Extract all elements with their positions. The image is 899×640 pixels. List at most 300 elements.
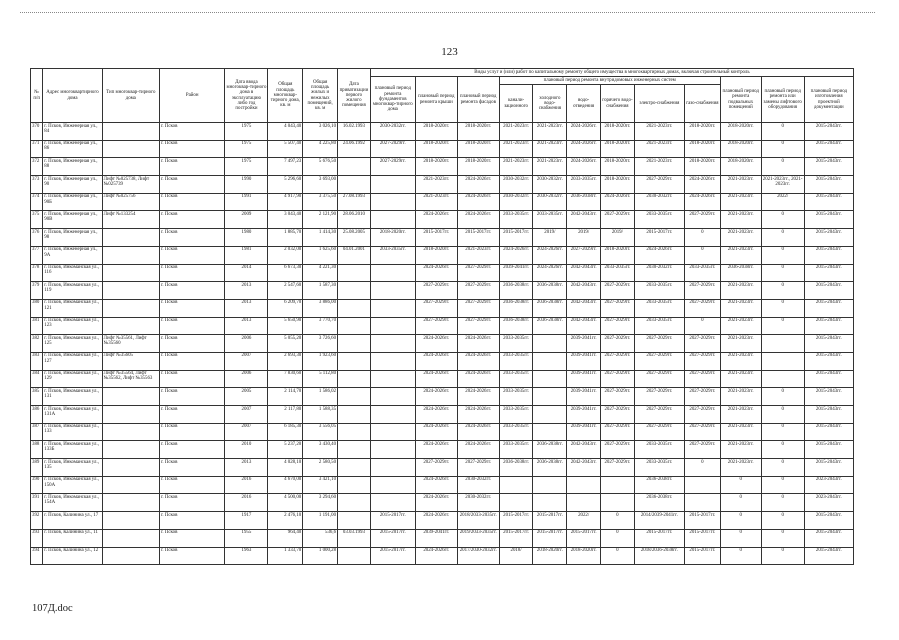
- table-cell: [102, 512, 159, 530]
- table-row: [31, 140, 854, 158]
- table-cell: г. Псков, Инженерная ул., 86: [43, 140, 102, 158]
- table-cell: 2033-2035гг.: [634, 317, 684, 335]
- table-cell: 382: [31, 335, 43, 353]
- table-cell: г. Псков, Инкоманская ул., 135: [43, 459, 102, 477]
- table-cell: [102, 441, 159, 459]
- table-cell: [370, 494, 415, 512]
- header-hot-water: горячего водо-снабжения: [601, 85, 635, 123]
- header-privatization: Дата приватизации первого жилого помещения: [338, 69, 371, 123]
- table-cell: [567, 494, 601, 512]
- table-cell: 376: [31, 229, 43, 247]
- table-cell: 3 770,70: [303, 317, 338, 335]
- table-row: [31, 388, 854, 406]
- table-cell: [338, 299, 371, 317]
- table-cell: 2023-2043гг.: [804, 476, 853, 494]
- table-cell: 2015-2043гг.: [804, 299, 853, 317]
- table-cell: 2027-2029гг.: [370, 140, 415, 158]
- table-cell: 2015-2017гг.: [634, 229, 684, 247]
- table-cell: [338, 406, 371, 424]
- table-cell: 392: [31, 512, 43, 530]
- table-cell: 2018-2020гг.: [415, 140, 457, 158]
- table-cell: 2024-2026гг.: [567, 140, 601, 158]
- table-cell: 2027-2029гг.: [634, 335, 684, 353]
- table-cell: 2015-2043гг.: [804, 211, 853, 229]
- table-cell: 1 885,70: [268, 229, 303, 247]
- table-cell: 0: [601, 512, 635, 530]
- header-gas: газо-снабжения: [684, 85, 720, 123]
- table-cell: 2015-2017гг.: [370, 529, 415, 547]
- table-cell: г. Псков: [159, 158, 225, 176]
- header-elevator: плановый период ремонта или замены лифтового оборудования: [761, 77, 804, 123]
- table-cell: [567, 476, 601, 494]
- table-cell: 2024-2026гг.: [415, 406, 457, 424]
- table-cell: 5 112,80: [303, 370, 338, 388]
- table-cell: 2030-2032гг.: [457, 476, 499, 494]
- table-cell: 2033-2035гг.: [499, 335, 533, 353]
- table-cell: 2039-2041гг.: [415, 529, 457, 547]
- table-cell: 2039-2041гг.: [567, 388, 601, 406]
- table-cell: 2015-2017гг.: [684, 529, 720, 547]
- table-cell: 2036-2038гг.: [533, 441, 567, 459]
- table-cell: 1 333,70: [268, 547, 303, 565]
- table-cell: г. Псков: [159, 388, 225, 406]
- table-cell: 2036-2038гг.: [499, 282, 533, 300]
- table-cell: 2024-2026гг.: [533, 264, 567, 282]
- table-cell: г. Псков: [159, 512, 225, 530]
- table-cell: [370, 388, 415, 406]
- table-cell: 2033-2035гг.: [533, 211, 567, 229]
- table-cell: 2024-2026гг.: [634, 246, 684, 264]
- table-cell: 5 650,90: [268, 317, 303, 335]
- table-cell: [102, 299, 159, 317]
- header-no: № п/п: [31, 69, 43, 123]
- table-cell: 2027-2029гг.: [684, 299, 720, 317]
- table-cell: 2027-2029гг.: [457, 459, 499, 477]
- table-cell: г. Псков, Инкоманская ул., 119: [43, 282, 102, 300]
- table-cell: 2033-2035гг.: [634, 211, 684, 229]
- table-cell: 2018-2020гг.: [720, 123, 761, 141]
- table-cell: 0: [761, 140, 804, 158]
- table-cell: 2024-2026гг.: [415, 547, 457, 565]
- table-cell: 2024-2026гг.: [415, 441, 457, 459]
- table-cell: 2024-2026гг.: [457, 193, 499, 211]
- table-row: [31, 406, 854, 424]
- table-cell: 1981: [225, 246, 268, 264]
- table-cell: 2033-2035гг.: [567, 176, 601, 194]
- table-cell: 2024-2026гг.: [457, 370, 499, 388]
- table-cell: 0: [761, 406, 804, 424]
- table-cell: 1 000,28: [303, 547, 338, 565]
- table-cell: [102, 406, 159, 424]
- table-cell: 2024-2026гг.: [457, 211, 499, 229]
- table-cell: 2021-2023гг.: [720, 317, 761, 335]
- table-cell: 2024-2026гг.: [457, 176, 499, 194]
- table-cell: [684, 494, 720, 512]
- table-cell: 2024-2026гг.: [457, 352, 499, 370]
- table-cell: 4 225,80: [303, 140, 338, 158]
- table-cell: г. Псков, Инкоманская ул., 133Б: [43, 441, 102, 459]
- table-cell: 2017/2030-2032гг.: [457, 547, 499, 565]
- table-cell: 4 221,30: [303, 264, 338, 282]
- table-cell: [601, 494, 635, 512]
- table-cell: 5 676,50: [303, 158, 338, 176]
- table-cell: 2018-2020гг.: [684, 140, 720, 158]
- table-cell: 2027-2029гг.: [601, 423, 635, 441]
- table-cell: 2018-2020гг.: [370, 229, 415, 247]
- table-cell: 2021-2023гг.: [533, 123, 567, 141]
- table-cell: 2015-2017гг.: [370, 512, 415, 530]
- table-cell: [761, 370, 804, 388]
- table-cell: г. Псков, Калинина ул., 17: [43, 512, 102, 530]
- table-cell: 16.02.1993: [338, 123, 371, 141]
- table-cell: [338, 176, 371, 194]
- table-cell: 2027-2029гг.: [634, 176, 684, 194]
- table-cell: [761, 335, 804, 353]
- header-address: Адрес многоквартирного дома: [43, 69, 102, 123]
- table-cell: 385: [31, 388, 43, 406]
- table-cell: 2021-2023гг.: [720, 335, 761, 353]
- table-row: [31, 123, 854, 141]
- table-cell: 2036-2038гг.: [533, 282, 567, 300]
- table-cell: 2027-2029гг.: [457, 317, 499, 335]
- table-cell: [338, 459, 371, 477]
- table-cell: г. Псков: [159, 176, 225, 194]
- table-cell: 2036-2038гг.: [567, 193, 601, 211]
- table-cell: 2015-2043гг.: [804, 423, 853, 441]
- table-cell: [338, 282, 371, 300]
- table-cell: 2015-2043гг.: [804, 158, 853, 176]
- table-cell: 2033-2035гг.: [499, 423, 533, 441]
- table-cell: 394: [31, 547, 43, 565]
- table-cell: 03.03.1993: [338, 529, 371, 547]
- table-cell: 2015-2017гг.: [634, 529, 684, 547]
- table-cell: 0: [684, 317, 720, 335]
- table-row: [31, 193, 854, 211]
- table-cell: 2013: [225, 459, 268, 477]
- table-cell: 387: [31, 423, 43, 441]
- table-cell: [102, 459, 159, 477]
- table-cell: 2021-2023гг.: [499, 123, 533, 141]
- table-cell: 0: [761, 246, 804, 264]
- header-foundation: плановый период ремонта фундаментов многоквар-тирного дома: [370, 77, 415, 123]
- table-cell: 2024-2026гг.: [457, 441, 499, 459]
- table-cell: 2027-2029гг.: [684, 388, 720, 406]
- table-cell: 2021-2023гг.: [720, 282, 761, 300]
- table-cell: 0: [761, 476, 804, 494]
- table-row: [31, 229, 854, 247]
- table-cell: 2015-2043гг.: [804, 123, 853, 141]
- header-sewer: канали-зационного: [499, 85, 533, 123]
- table-cell: 3 886,00: [303, 299, 338, 317]
- table-cell: 2024-2026гг.: [415, 264, 457, 282]
- table-cell: 2015-2043гг.: [804, 459, 853, 477]
- table-cell: 2033-2035гг.: [499, 388, 533, 406]
- table-cell: 2013: [225, 317, 268, 335]
- table-cell: 2033-2035гг.: [499, 441, 533, 459]
- table-cell: 2021-2023гг.: [634, 123, 684, 141]
- table-cell: 0: [761, 512, 804, 530]
- table-cell: 2027-2029гг.: [601, 211, 635, 229]
- table-cell: 2027-2029гг.: [601, 370, 635, 388]
- table-cell: [370, 299, 415, 317]
- table-row: [31, 441, 854, 459]
- table-cell: [370, 441, 415, 459]
- table-cell: 2021-2023гг.: [499, 140, 533, 158]
- table-cell: 0: [720, 494, 761, 512]
- table-row: [31, 352, 854, 370]
- table-cell: 5 296,60: [268, 176, 303, 194]
- header-basement: плановый период ремонта подвальных помещений: [720, 77, 761, 123]
- table-cell: 1 625,60: [303, 246, 338, 264]
- table-cell: 2 547,60: [268, 282, 303, 300]
- table-cell: 2021-2023гг.: [720, 193, 761, 211]
- header-works: Виды услуг и (или) работ по капитальному ремонту общего имущества в многоквартирных домах, включая строительный контроль: [370, 69, 853, 77]
- table-cell: г. Псков, Инкоманская ул., 123: [43, 317, 102, 335]
- table-cell: [370, 211, 415, 229]
- table-cell: 2019/2033-2035гг.: [457, 529, 499, 547]
- table-cell: 2021-2023гг.: [720, 176, 761, 194]
- table-cell: 0: [761, 494, 804, 512]
- table-cell: 389: [31, 459, 43, 477]
- table-cell: 27.08.1993: [338, 193, 371, 211]
- table-cell: 2042-2043гг.: [567, 459, 601, 477]
- table-cell: [102, 317, 159, 335]
- table-cell: 6 673,30: [268, 264, 303, 282]
- table-cell: 2027-2029гг.: [634, 352, 684, 370]
- table-cell: 2036-2038гг.: [533, 299, 567, 317]
- table-cell: 2015-2043гг.: [804, 246, 853, 264]
- table-cell: 2042-2043гг.: [567, 317, 601, 335]
- table-cell: 4 043,40: [268, 123, 303, 141]
- table-cell: 2030-2032гг.: [370, 123, 415, 141]
- table-cell: г. Псков: [159, 423, 225, 441]
- table-cell: 2 117,80: [268, 406, 303, 424]
- table-cell: [533, 476, 567, 494]
- table-cell: г. Псков: [159, 494, 225, 512]
- table-cell: 1 191,00: [303, 512, 338, 530]
- table-cell: 1963: [225, 547, 268, 565]
- table-cell: г. Псков: [159, 406, 225, 424]
- table-cell: Лифт №35561, Лифт №35560: [102, 335, 159, 353]
- table-cell: [370, 370, 415, 388]
- table-cell: 2027-2029гг.: [415, 459, 457, 477]
- table-cell: 0: [684, 459, 720, 477]
- table-cell: [102, 494, 159, 512]
- table-cell: 2018-2020гг.: [457, 140, 499, 158]
- header-roof: плановый период ремонта крыши: [415, 77, 457, 123]
- table-cell: 2024-2026гг.: [457, 335, 499, 353]
- table-cell: 7 830,60: [268, 370, 303, 388]
- table-cell: 0: [761, 441, 804, 459]
- table-cell: 2018/2036-2038гг.: [634, 547, 684, 565]
- table-cell: [338, 547, 371, 565]
- table-cell: 384: [31, 370, 43, 388]
- table-cell: [370, 476, 415, 494]
- table-cell: [533, 406, 567, 424]
- table-cell: [102, 476, 159, 494]
- table-cell: 383: [31, 352, 43, 370]
- table-row: [31, 317, 854, 335]
- table-cell: 2024-2026гг.: [415, 476, 457, 494]
- table-cell: 4 500,00: [268, 494, 303, 512]
- table-cell: 2030-2032гг.: [533, 193, 567, 211]
- table-cell: 0: [761, 547, 804, 565]
- header-type: Тип многоквар-тирного дома: [102, 69, 159, 123]
- table-cell: 2021-2023гг.: [634, 140, 684, 158]
- table-cell: 2018-2020гг.: [415, 246, 457, 264]
- table-cell: 1975: [225, 123, 268, 141]
- table-cell: 2030-2032гг.: [457, 494, 499, 512]
- table-cell: 2027-2029гг.: [601, 388, 635, 406]
- table-cell: 2042-2043гг.: [567, 211, 601, 229]
- table-cell: 2024-2026гг.: [457, 406, 499, 424]
- table-cell: 28.06.2010: [338, 211, 371, 229]
- table-cell: 2024-2026гг.: [415, 423, 457, 441]
- table-cell: [102, 123, 159, 141]
- table-cell: г. Псков: [159, 547, 225, 565]
- table-cell: 1 414,30: [303, 229, 338, 247]
- table-cell: [533, 423, 567, 441]
- table-cell: 2033-2035гг.: [684, 264, 720, 282]
- table-cell: 3 726,60: [303, 335, 338, 353]
- table-cell: г. Псков: [159, 193, 225, 211]
- table-cell: 2021-2023гг.: [533, 158, 567, 176]
- table-cell: 2015-2043гг.: [804, 547, 853, 565]
- table-cell: [338, 494, 371, 512]
- table-cell: 0: [761, 211, 804, 229]
- table-cell: [102, 547, 159, 565]
- table-cell: 2027-2029гг.: [415, 282, 457, 300]
- table-cell: 2015-2017гг.: [684, 547, 720, 565]
- table-cell: 3 556,05: [303, 423, 338, 441]
- table-cell: 2007: [225, 406, 268, 424]
- table-cell: 2018-2020гг.: [415, 123, 457, 141]
- table-cell: 2036-2038гг.: [634, 476, 684, 494]
- table-cell: 2015-2017гг.: [370, 547, 415, 565]
- table-cell: 2021-2023гг.: [415, 176, 457, 194]
- table-cell: [102, 388, 159, 406]
- table-cell: 373: [31, 176, 43, 194]
- table-cell: 2027-2029гг.: [634, 406, 684, 424]
- table-cell: 2015-2043гг.: [804, 352, 853, 370]
- table-cell: [684, 476, 720, 494]
- table-cell: 2015-2043гг.: [804, 512, 853, 530]
- table-cell: 2021-2023гг.: [720, 388, 761, 406]
- table-cell: Лифт №025738, Лифт №025739: [102, 176, 159, 194]
- table-cell: 2021-2023гг., 2021-2023гг.: [761, 176, 804, 194]
- table-cell: 377: [31, 246, 43, 264]
- table-cell: 2036-2038гг.: [634, 494, 684, 512]
- table-cell: 2018-2020гг.: [601, 246, 635, 264]
- table-cell: 1990: [225, 176, 268, 194]
- table-cell: 2027-2029гг.: [634, 388, 684, 406]
- table-cell: г. Псков, Инкоманская ул., 116: [43, 264, 102, 282]
- table-cell: 2042-2043гг.: [567, 264, 601, 282]
- table-cell: 2007: [225, 423, 268, 441]
- table-cell: г. Псков: [159, 211, 225, 229]
- table-cell: 24.06.1992: [338, 140, 371, 158]
- table-row: [31, 547, 854, 565]
- table-row: [31, 476, 854, 494]
- table-cell: 2021-2023гг.: [720, 406, 761, 424]
- table-cell: г. Псков, Инкоманская ул., 150А: [43, 476, 102, 494]
- table-cell: г. Псков: [159, 459, 225, 477]
- table-cell: 2018-2020гг.: [720, 140, 761, 158]
- table-cell: [338, 388, 371, 406]
- table-cell: [533, 352, 567, 370]
- table-cell: 2015-2043гг.: [804, 176, 853, 194]
- table-cell: 0: [761, 158, 804, 176]
- table-cell: 2010: [225, 441, 268, 459]
- table-cell: [102, 246, 159, 264]
- table-cell: 2015-2017гг.: [499, 529, 533, 547]
- table-cell: 386: [31, 406, 43, 424]
- table-cell: 2018-2020гг.: [567, 547, 601, 565]
- table-cell: 372: [31, 158, 43, 176]
- table-cell: [370, 335, 415, 353]
- table-cell: г. Псков, Инкоманская ул., 131: [43, 388, 102, 406]
- table-cell: 2027-2029гг.: [684, 282, 720, 300]
- table-cell: 2039-2041гг.: [567, 370, 601, 388]
- table-cell: г. Псков, Инкоманская ул., 154А: [43, 494, 102, 512]
- table-cell: 2005: [225, 388, 268, 406]
- table-cell: 04.01.2001: [338, 246, 371, 264]
- table-row: [31, 529, 854, 547]
- table-cell: г. Псков: [159, 317, 225, 335]
- table-cell: 2015-2043гг.: [804, 388, 853, 406]
- table-cell: 2 114,70: [268, 388, 303, 406]
- table-cell: 0: [761, 529, 804, 547]
- table-cell: г. Псков, Инкоманская ул., 127: [43, 352, 102, 370]
- table-cell: г. Псков, Инженерная ул., 98: [43, 229, 102, 247]
- table-cell: 0: [761, 229, 804, 247]
- table-row: [31, 335, 854, 353]
- table-cell: [338, 317, 371, 335]
- table-cell: 2018-2020гг.: [457, 158, 499, 176]
- table-cell: 0: [720, 547, 761, 565]
- header-electric: электро-снабжения: [634, 85, 684, 123]
- table-cell: [533, 388, 567, 406]
- table-cell: 2033-2035гг.: [370, 246, 415, 264]
- table-cell: 2027-2029гг.: [684, 335, 720, 353]
- table-cell: 1917: [225, 512, 268, 530]
- table-row: [31, 299, 854, 317]
- table-row: [31, 176, 854, 194]
- table-cell: 2013: [225, 299, 268, 317]
- table-cell: 2021-2023гг.: [499, 158, 533, 176]
- table-cell: г. Псков, Инкоманская ул., 125: [43, 335, 102, 353]
- header-drainage: водо-отведения: [567, 85, 601, 123]
- table-row: [31, 494, 854, 512]
- table-cell: 0: [720, 476, 761, 494]
- table-cell: 3 043,40: [268, 211, 303, 229]
- table-cell: 964,40: [268, 529, 303, 547]
- table-cell: 2039-2041гг.: [567, 406, 601, 424]
- table-cell: 2 580,50: [303, 459, 338, 477]
- table-cell: 2027-2029гг.: [684, 211, 720, 229]
- table-cell: 375: [31, 211, 43, 229]
- table-cell: 2027-2029гг.: [601, 299, 635, 317]
- table-cell: 1955: [225, 529, 268, 547]
- table-cell: 2006: [225, 370, 268, 388]
- table-cell: 2021-2023гг.: [720, 423, 761, 441]
- table-cell: 2027-2029гг.: [684, 406, 720, 424]
- table-cell: 2018-2020гг.: [601, 123, 635, 141]
- table-cell: 2015-2043гг.: [804, 529, 853, 547]
- table-cell: г. Псков: [159, 246, 225, 264]
- table-cell: 2021-2023гг.: [533, 140, 567, 158]
- table-cell: г. Псков: [159, 370, 225, 388]
